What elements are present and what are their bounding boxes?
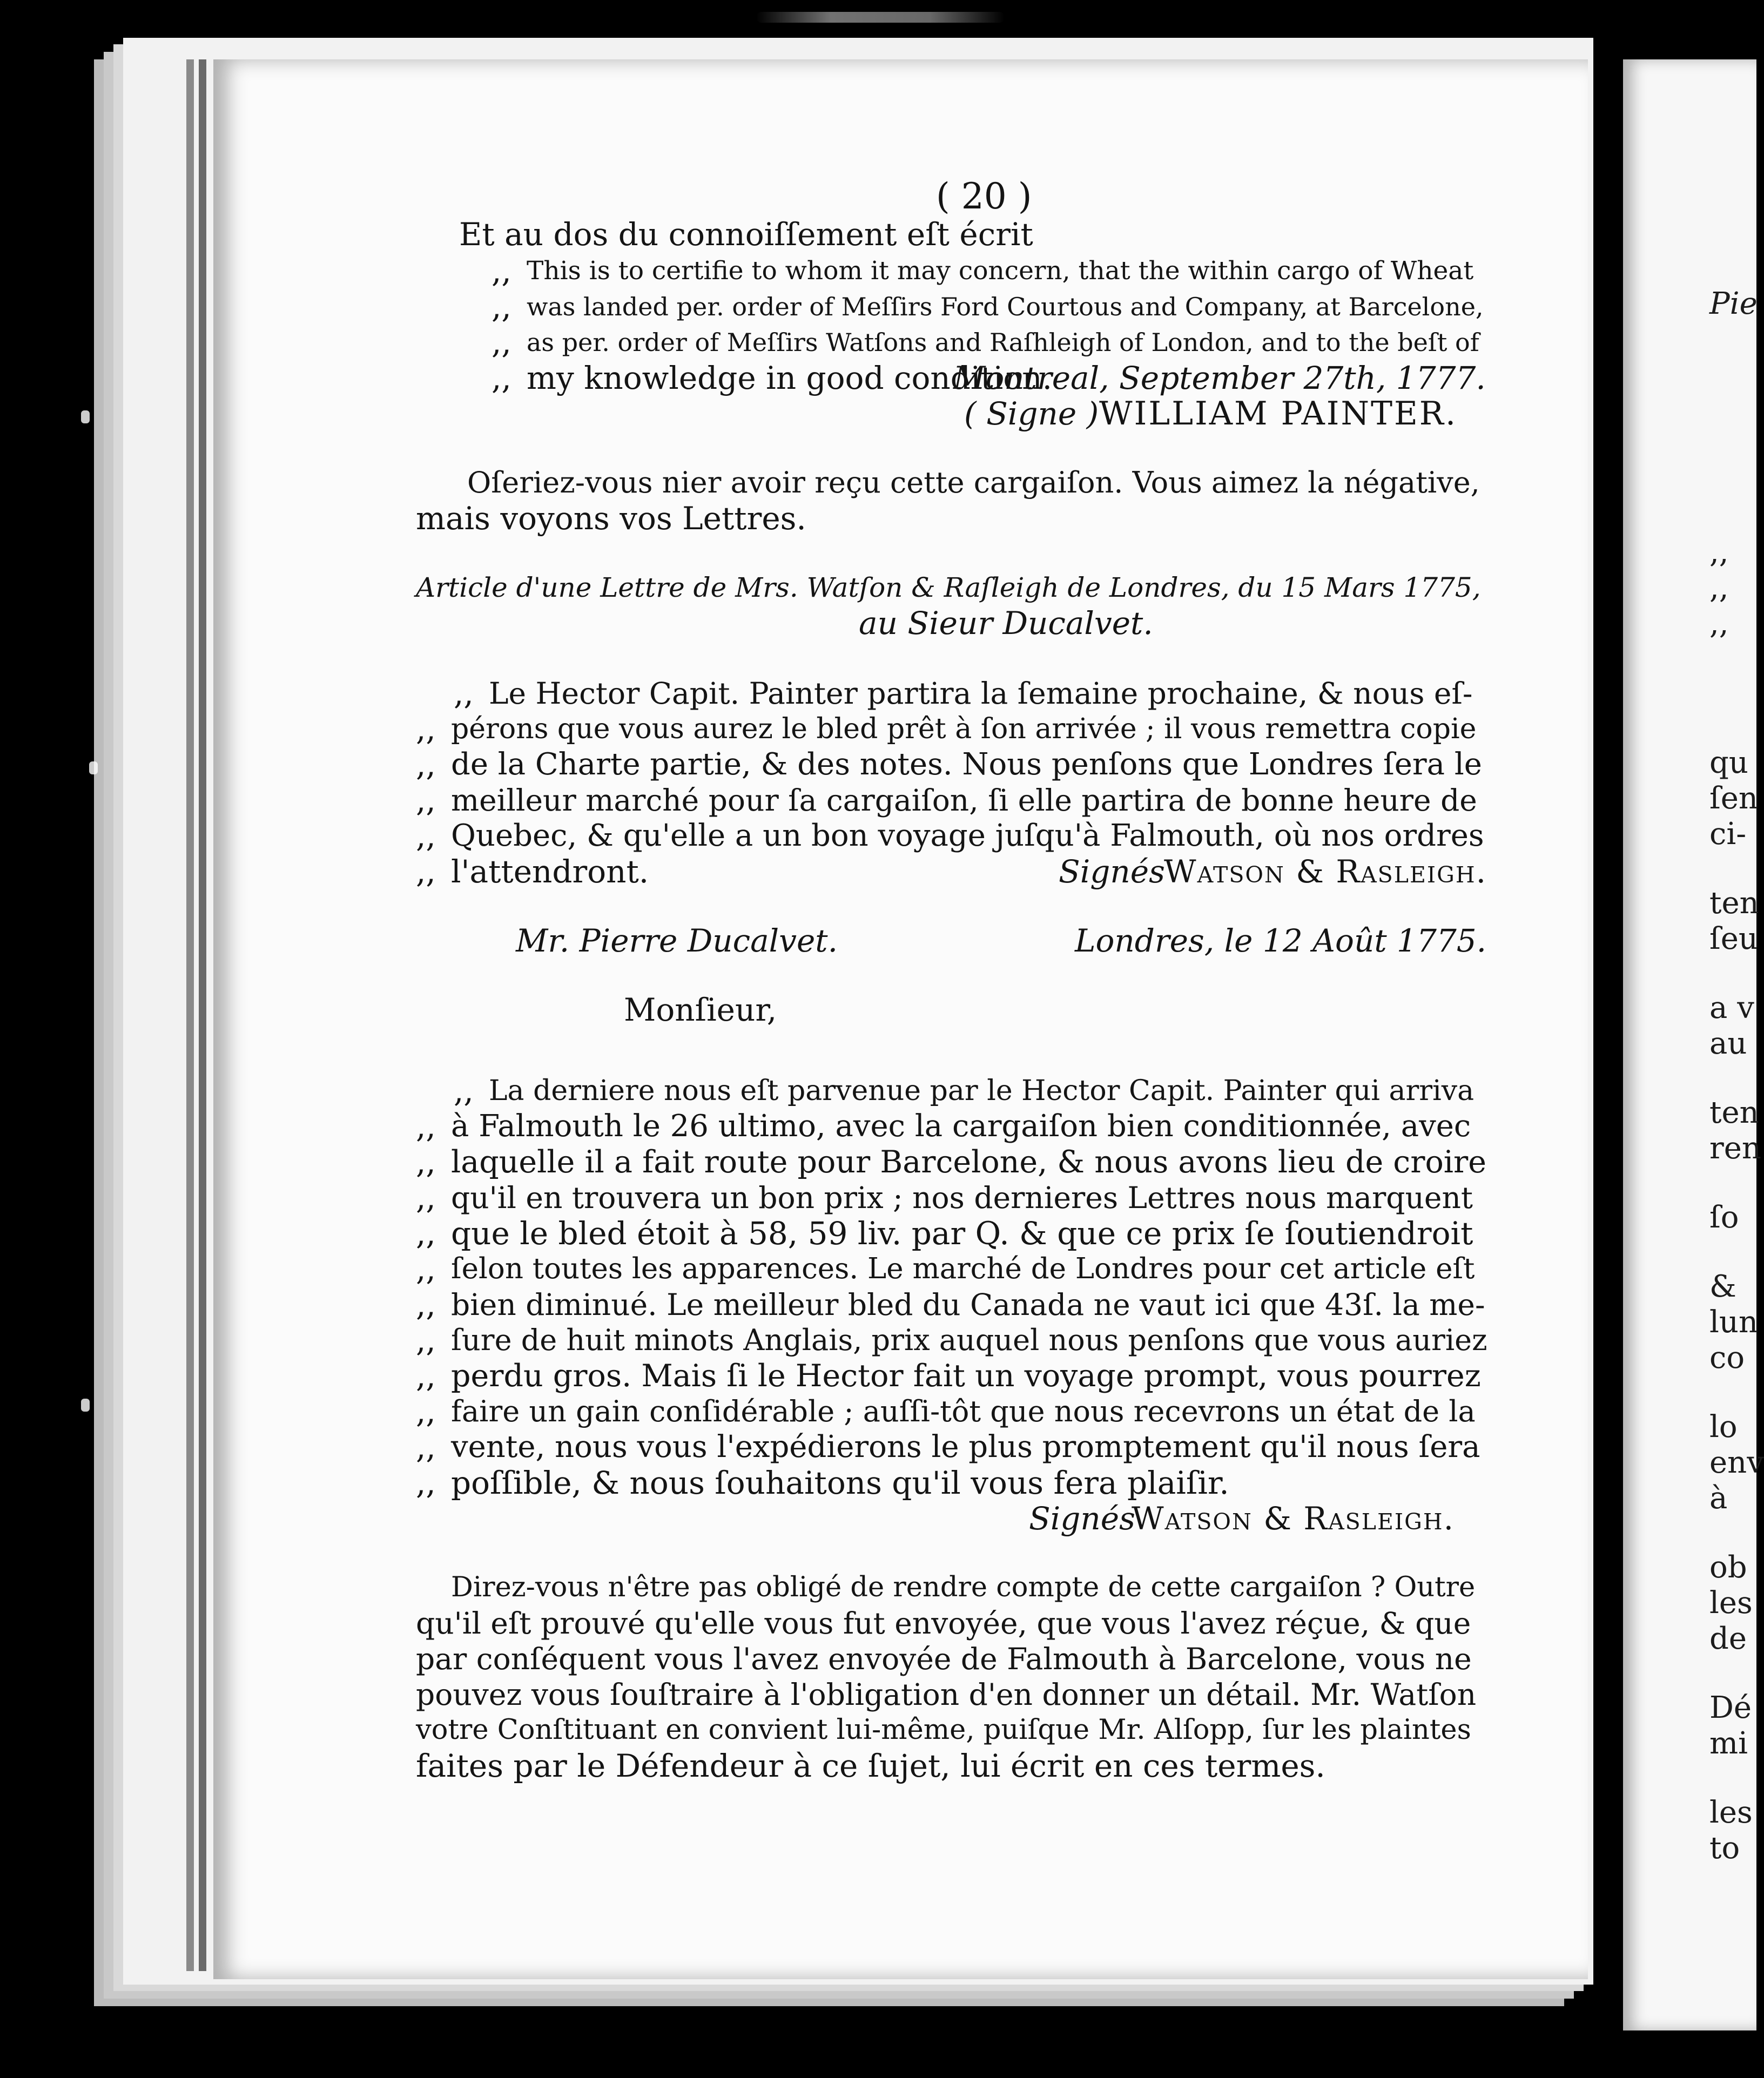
book-page (213, 59, 1588, 1979)
letter1-line: Quebec, & qu'elle a un bon voyage juſqu'à Falmouth, où nos ordres (451, 818, 1484, 853)
facing-fragment: ſeu (1709, 921, 1758, 956)
letter1-signer: Watson & Rasleigh. (1164, 853, 1487, 890)
scan-mark (89, 761, 98, 774)
facing-fragment: les (1709, 1795, 1753, 1830)
facing-fragment: mi (1709, 1726, 1748, 1761)
letter2-line: ſure de huit minots Anglais, prix auquel nous penſons que vous auriez (451, 1323, 1487, 1357)
cert-line: This is to certifie to whom it may concern, that the within cargo of Wheat (527, 256, 1474, 286)
facing-fragment: lo (1709, 1409, 1738, 1445)
facing-fragment: ten (1709, 886, 1759, 921)
letter2-addressee: Mr. Pierre Ducalvet. (516, 922, 838, 959)
facing-fragment: ci- (1709, 817, 1747, 852)
facing-fragment: ,, (1709, 570, 1729, 605)
top-smudge (756, 12, 1005, 23)
cert-line: as per. order of Meſſirs Watſons and Raſhleigh of London, and to the beſt of (527, 328, 1479, 357)
facing-fragment: ,, (1709, 535, 1729, 570)
quote-mark: ,, (454, 675, 474, 712)
quote-mark: ,, (416, 818, 436, 854)
intro-line: Et au dos du connoiſſement eſt écrit (459, 216, 1033, 253)
letter2-salutation: Monſieur, (624, 991, 777, 1028)
quote-mark: ,, (416, 1465, 436, 1501)
quote-mark: ,, (416, 1393, 436, 1430)
scan-mark (81, 410, 90, 423)
page-number: ( 20 ) (936, 176, 1032, 217)
quote-mark: ,, (492, 324, 511, 361)
facing-fragment: au (1709, 1026, 1747, 1061)
quote-mark: ,, (416, 853, 436, 890)
paragraph-line: votre Conſtituant en convient lui-même, puiſque Mr. Alſopp, ſur les plaintes (416, 1714, 1471, 1746)
facing-fragment: qu (1709, 745, 1748, 780)
paragraph-line: par conſéquent vous l'avez envoyée de Falmouth à Barcelone, vous ne (416, 1642, 1472, 1676)
letter2-place-date: Londres, le 12 Août 1775. (1075, 922, 1487, 959)
letter2-line: perdu gros. Mais ſi le Hector fait un voyage prompt, vous pourrez (451, 1358, 1481, 1394)
facing-fragment: à (1709, 1481, 1728, 1516)
letter2-line: bien diminué. Le meilleur bled du Canada ne vaut ici que 43ſ. la me- (451, 1287, 1485, 1322)
letter2-signes: Signés (1029, 1500, 1135, 1537)
facing-fragment: env (1709, 1445, 1764, 1480)
letter1-signes: Signés (1059, 853, 1165, 890)
quote-mark: ,, (416, 1358, 436, 1394)
facing-fragment: ren (1709, 1131, 1761, 1166)
quote-mark: ,, (416, 1286, 436, 1323)
facing-fragment: de (1709, 1621, 1747, 1656)
quote-mark: ,, (416, 782, 436, 819)
quote-mark: ,, (416, 1108, 436, 1145)
letter1-line: de la Charte partie, & des notes. Nous penſons que Londres ſera le (451, 747, 1482, 782)
letter2-signer: Watson & Rasleigh. (1132, 1500, 1455, 1537)
paragraph-line: mais voyons vos Lettres. (416, 500, 806, 537)
letter2-line: ſelon toutes les apparences. Le marché de Londres pour cet article eſt (451, 1252, 1475, 1285)
facing-fragment: a v (1709, 990, 1754, 1025)
article-heading: au Sieur Ducalvet. (859, 605, 1153, 642)
letter2-line: vente, nous vous l'expédierons le plus promptement qu'il nous ſera (451, 1429, 1480, 1465)
facing-fragment: ten (1709, 1095, 1759, 1130)
cert-signe: ( Signe ) (964, 395, 1099, 432)
letter2-line: faire un gain conſidérable ; auſſi-tôt que nous recevrons un état de la (451, 1394, 1476, 1428)
facing-page (1623, 59, 1764, 2030)
paragraph-line: qu'il eſt prouvé qu'elle vous fut envoyée, que vous l'avez réçue, & que (416, 1606, 1471, 1641)
paragraph-line: Direz-vous n'être pas obligé de rendre compte de cette cargaiſon ? Outre (451, 1571, 1476, 1603)
facing-fragment: lun (1709, 1305, 1759, 1340)
quote-mark: ,, (416, 1251, 436, 1287)
facing-fragment: ſen (1709, 781, 1758, 816)
facing-fragment: Dé (1709, 1690, 1752, 1725)
quote-mark: ,, (416, 711, 436, 747)
letter1-line: l'attendront. (451, 853, 649, 890)
letter1-line: meilleur marché pour ſa cargaiſon, ſi elle partira de bonne heure de (451, 783, 1477, 818)
quote-mark: ,, (416, 1429, 436, 1466)
facing-fragment: Pie (1709, 286, 1758, 321)
quote-mark: ,, (492, 253, 511, 289)
facing-fragment: ,, (1709, 606, 1729, 641)
page-edge-strip (199, 59, 206, 1971)
facing-fragment: ſo (1709, 1200, 1739, 1235)
cert-signer: WILLIAM PAINTER. (1099, 395, 1458, 433)
quote-mark: ,, (454, 1072, 474, 1109)
cert-place-date: Montreal, September 27th, 1777. (953, 360, 1486, 396)
facing-fragment: les (1709, 1586, 1753, 1621)
article-heading: Article d'une Lettre de Mrs. Watſon & Raſleigh de Londres, du 15 Mars 1775, (416, 572, 1481, 603)
paragraph-line: pouvez vous ſouſtraire à l'obligation d'en donner un détail. Mr. Watſon (416, 1677, 1477, 1712)
quote-mark: ,, (416, 1144, 436, 1180)
letter2-line: La derniere nous eſt parvenue par le Hector Capit. Painter qui arriva (489, 1075, 1475, 1107)
quote-mark: ,, (416, 1179, 436, 1216)
cert-line: was landed per. order of Meſſirs Ford Courtous and Company, at Barcelone, (527, 292, 1484, 321)
letter2-line: laquelle il a fait route pour Barcelone, & nous avons lieu de croire (451, 1144, 1486, 1180)
quote-mark: ,, (416, 746, 436, 783)
facing-fragment: co (1709, 1340, 1745, 1375)
letter1-line: Le Hector Capit. Painter partira la ſemaine prochaine, & nous eſ- (489, 676, 1473, 711)
quote-mark: ,, (416, 1215, 436, 1252)
letter2-line: à Falmouth le 26 ultimo, avec la cargaiſon bien conditionnée, avec (451, 1109, 1471, 1144)
paragraph-line: Oſeriez-vous nier avoir reçu cette cargaiſon. Vous aimez la négative, (467, 465, 1480, 500)
page-edge-strip (186, 59, 194, 1971)
facing-fragment: & (1709, 1269, 1736, 1304)
facing-fragment: to (1709, 1831, 1740, 1866)
letter2-line: poſſible, & nous ſouhaitons qu'il vous fera plaiſir. (451, 1465, 1229, 1501)
letter2-line: qu'il en trouvera un bon prix ; nos dernieres Lettres nous marquent (451, 1180, 1473, 1215)
quote-mark: ,, (492, 360, 511, 396)
facing-fragment: ob (1709, 1550, 1747, 1585)
letter1-line: pérons que vous aurez le bled prêt à ſon arrivée ; il vous remettra copie (451, 713, 1477, 745)
quote-mark: ,, (492, 288, 511, 325)
cert-line: my knowledge in good condition. (527, 360, 1053, 396)
paragraph-line: faites par le Défendeur à ce ſujet, lui écrit en ces termes. (416, 1748, 1325, 1784)
quote-mark: ,, (416, 1322, 436, 1359)
scan-mark (81, 1399, 90, 1412)
letter2-line: que le bled étoit à 58, 59 liv. par Q. & que ce prix ſe ſoutiendroit (451, 1215, 1473, 1252)
